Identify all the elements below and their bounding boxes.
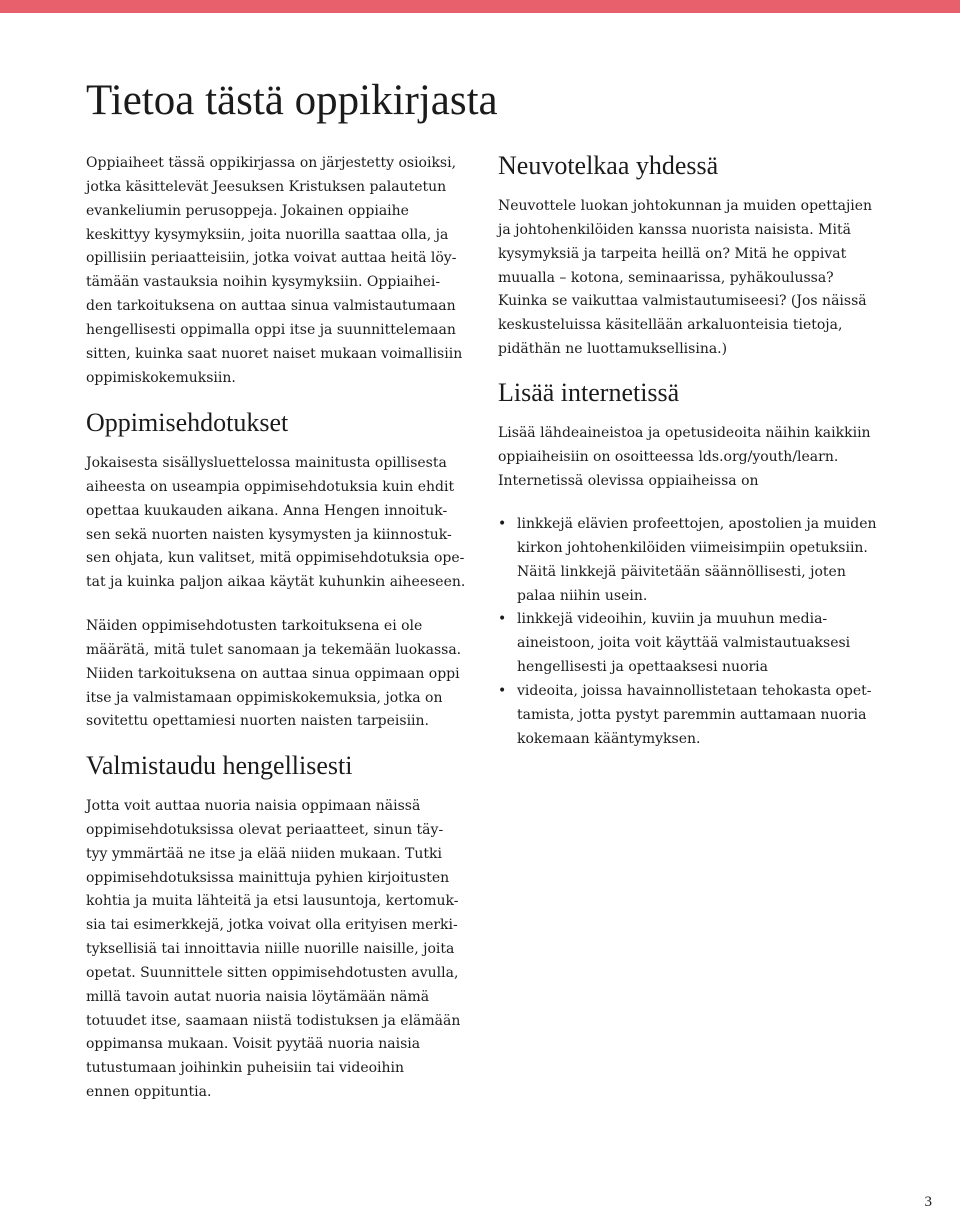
bullet-text-line: palaa niihin usein.: [517, 587, 648, 604]
text-line: oppimisehdotuksissa mainittuja pyhien kirjoitusten: [86, 869, 450, 886]
section-heading-oppimisehdotukset: Oppimisehdotukset: [86, 408, 289, 437]
text-line: itse ja valmistamaan oppimiskokemuksia, jotka on: [86, 689, 443, 706]
text-line: keskusteluissa käsitellään arkaluonteisia tietoja,: [498, 317, 843, 334]
text-line: muualla – kotona, seminaarissa, pyhäkoulussa?: [498, 269, 834, 286]
bullet-text-line: videoita, joissa havainnollistetaan tehokasta opet-: [517, 682, 872, 699]
text-line: sia tai esimerkkejä, jotka voivat olla erityisen merki-: [86, 917, 458, 934]
text-line: oppiaiheisiin on osoitteessa lds.org/youth/learn.: [498, 448, 839, 465]
text-line: oppimansa mukaan. Voisit pyytää nuoria naisia: [86, 1036, 421, 1053]
text-line: tyksellisiä tai innoittavia niille nuorille naisille, joita: [86, 941, 455, 958]
section-heading-neuvotelkaa: Neuvotelkaa yhdessä: [498, 151, 719, 180]
bullet-text-line: tamista, jotta pystyt paremmin auttamaan nuoria: [517, 706, 867, 723]
oppimisehdotukset-paragraph-1: [86, 452, 465, 595]
text-line: oppimiskokemuksiin.: [86, 369, 236, 386]
text-line: hengellisesti oppimalla oppi itse ja suunnittelemaan: [86, 321, 456, 338]
bullet-text-line: hengellisesti ja opettaaksesi nuoria: [517, 659, 769, 676]
bullet-icon: •: [498, 682, 507, 699]
intro-paragraph: [86, 152, 462, 390]
section-heading-valmistaudu: Valmistaudu hengellisesti: [86, 751, 353, 780]
text-line: Jokaisesta sisällysluettelossa mainitusta opillisesta: [86, 455, 447, 471]
text-line: tutustumaan joihinkin puheisiin tai videoihin: [86, 1060, 405, 1077]
text-line: aiheesta on useampia oppimisehdotuksia kuin ehdit: [86, 478, 455, 495]
text-line: keskittyy kysymyksiin, joita nuorilla saattaa olla, ja: [86, 226, 449, 243]
text-line: Internetissä olevissa oppiaiheissa on: [498, 472, 759, 489]
text-line: Niiden tarkoituksena on auttaa sinua oppimaan oppi: [86, 665, 460, 682]
text-line: sen sekä nuorten naisten kysymysten ja kiinnostuk-: [86, 526, 452, 543]
text-line: Näiden oppimisehdotusten tarkoituksena ei ole: [86, 618, 423, 634]
text-line: tyy ymmärtää ne itse ja elää niiden mukaan. Tutki: [86, 845, 442, 862]
text-line: ennen oppituntia.: [86, 1084, 212, 1101]
neuvotelkaa-paragraph: [498, 195, 872, 362]
text-line: Kuinka se vaikuttaa valmistautumiseesi? (Jos näissä: [498, 293, 867, 310]
text-line: Oppiaiheet tässä oppikirjassa on järjestetty osioiksi,: [86, 155, 457, 171]
section-heading-lisaa-internetissa: Lisää internetissä: [498, 378, 680, 407]
internet-paragraph: [498, 422, 871, 494]
page-number: 3: [924, 1194, 932, 1210]
internet-bullet-list: [498, 513, 877, 751]
bullet-item: [498, 513, 877, 608]
text-line: pidäthän ne luottamuksellisina.): [498, 341, 728, 358]
text-line: opillisiin periaatteisiin, jotka voivat auttaa heitä löy-: [86, 250, 457, 267]
text-line: totuudet itse, saamaan niistä todistuksen ja elämään: [86, 1012, 461, 1029]
bullet-text-line: kirkon johtohenkilöiden viimeisimpiin opetuksiin.: [517, 539, 868, 556]
bullet-item: [498, 608, 877, 680]
text-line: Jotta voit auttaa nuoria naisia oppimaan näissä: [86, 798, 421, 814]
bullet-text-line: kokemaan kääntymyksen.: [517, 730, 701, 747]
bullet-text-line: linkkejä videoihin, kuviin ja muuhun media-: [517, 611, 828, 628]
bullet-icon: •: [498, 516, 507, 532]
text-line: oppimisehdotuksissa olevat periaatteet, sinun täy-: [86, 821, 444, 838]
text-line: sitten, kuinka saat nuoret naiset mukaan voimallisiin: [86, 345, 463, 362]
text-line: jotka käsittelevät Jeesuksen Kristuksen palautetun: [86, 178, 447, 195]
oppimisehdotukset-paragraph-2: [86, 615, 461, 734]
bullet-text-line: Näitä linkkejä päivitetään säännöllisesti, joten: [517, 563, 846, 580]
text-line: tämään vastauksia noihin kysymyksiin. Oppiaihei-: [86, 274, 441, 291]
text-line: sovitettu opettamiesi nuorten naisten tarpeisiin.: [86, 713, 429, 730]
bullet-item: [498, 680, 877, 752]
text-line: den tarkoituksena on auttaa sinua valmistautumaan: [86, 298, 456, 315]
text-line: Lisää lähdeaineistoa ja opetusideoita näihin kaikkiin: [498, 425, 871, 441]
page-title: Tietoa tästä oppikirjasta: [86, 77, 498, 124]
bullet-icon: •: [498, 611, 507, 628]
text-line: opetat. Suunnittele sitten oppimisehdotusten avulla,: [86, 964, 459, 981]
top-accent-bar: [0, 0, 960, 13]
text-line: Neuvottele luokan johtokunnan ja muiden opettajien: [498, 198, 873, 214]
text-line: tat ja kuinka paljon aikaa käytät kuhunkin aiheeseen.: [86, 574, 466, 591]
bullet-text-line: linkkejä elävien profeettojen, apostolien ja muiden: [517, 516, 877, 532]
bullet-text-line: aineistoon, joita voit käyttää valmistautuaksesi: [517, 635, 851, 652]
text-line: kysymyksiä ja tarpeita heillä on? Mitä he oppivat: [498, 245, 847, 262]
text-line: ja johtohenkilöiden kanssa nuorista naisista. Mitä: [498, 221, 851, 238]
valmistaudu-paragraph: [86, 795, 460, 1105]
text-line: evankeliumin perusoppeja. Jokainen oppiaihe: [86, 202, 409, 219]
text-line: millä tavoin autat nuoria naisia löytämään nämä: [86, 988, 430, 1005]
text-line: sen ohjata, kun valitset, mitä oppimisehdotuksia ope-: [86, 550, 465, 567]
text-line: määrätä, mitä tulet sanomaan ja tekemään luokassa.: [86, 641, 462, 658]
text-line: opettaa kuukauden aikana. Anna Hengen innoituk-: [86, 502, 448, 519]
text-line: kohtia ja muita lähteitä ja etsi lausuntoja, kertomuk-: [86, 893, 459, 910]
